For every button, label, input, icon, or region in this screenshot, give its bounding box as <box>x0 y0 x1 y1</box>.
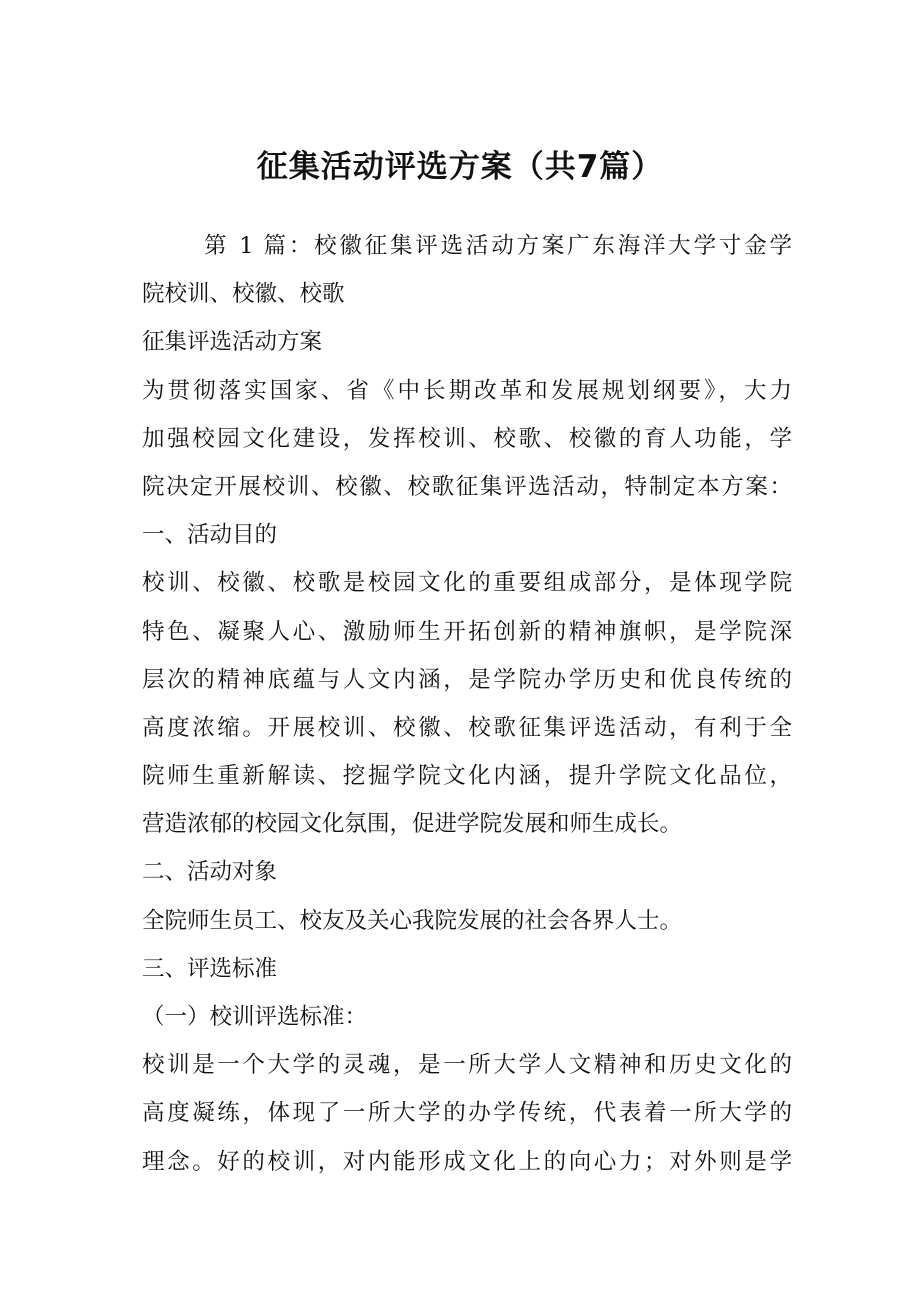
paragraph-line: 高度凝练，体现了一所大学的办学传统，代表着一所大学的 <box>142 1100 792 1127</box>
paragraph-line: 院校训、校徽、校歌 <box>142 281 345 308</box>
paragraph-line: 院师生重新解读、挖掘学院文化内涵，提升学院文化品位， <box>142 763 792 790</box>
paragraph-line: 院决定开展校训、校徽、校歌征集评选活动，特制定本方案： <box>142 473 792 500</box>
paragraph-line: 第 1 篇：校徽征集评选活动方案广东海洋大学寸金学 <box>204 233 792 259</box>
paragraph-line: 全院师生员工、校友及关心我院发展的社会各界人士。 <box>142 907 683 934</box>
paragraph-line: 特色、凝聚人心、激励师生开拓创新的精神旗帜，是学院深 <box>142 618 792 645</box>
section-heading: 三、评选标准 <box>142 955 278 982</box>
paragraph-line: 为贯彻落实国家、省《中长期改革和发展规划纲要》，大力 <box>142 377 792 404</box>
paragraph-line: 营造浓郁的校园文化氛围，促进学院发展和师生成长。 <box>142 811 683 838</box>
subsection-heading: （一）校训评选标准： <box>142 1004 368 1030</box>
paragraph-line: 校训是一个大学的灵魂，是一所大学人文精神和历史文化的 <box>142 1052 792 1079</box>
document-body <box>142 222 792 1186</box>
section-heading: 一、活动目的 <box>142 522 278 549</box>
paragraph-line: 校训、校徽、校歌是校园文化的重要组成部分，是体现学院 <box>142 570 792 597</box>
paragraph-line: 层次的精神底蕴与人文内涵，是学院办学历史和优良传统的 <box>142 666 792 693</box>
section-heading: 二、活动对象 <box>142 859 278 886</box>
paragraph-line: 理念。好的校训，对内能形成文化上的向心力；对外则是学 <box>142 1148 792 1175</box>
paragraph-line: 加强校园文化建设，发挥校训、校歌、校徽的育人功能，学 <box>142 425 792 452</box>
paragraph-line: 高度浓缩。开展校训、校徽、校歌征集评选活动，有利于全 <box>142 714 792 741</box>
paragraph-line: 征集评选活动方案 <box>142 329 323 356</box>
document-title: 征集活动评选方案（共7篇） <box>256 149 664 185</box>
